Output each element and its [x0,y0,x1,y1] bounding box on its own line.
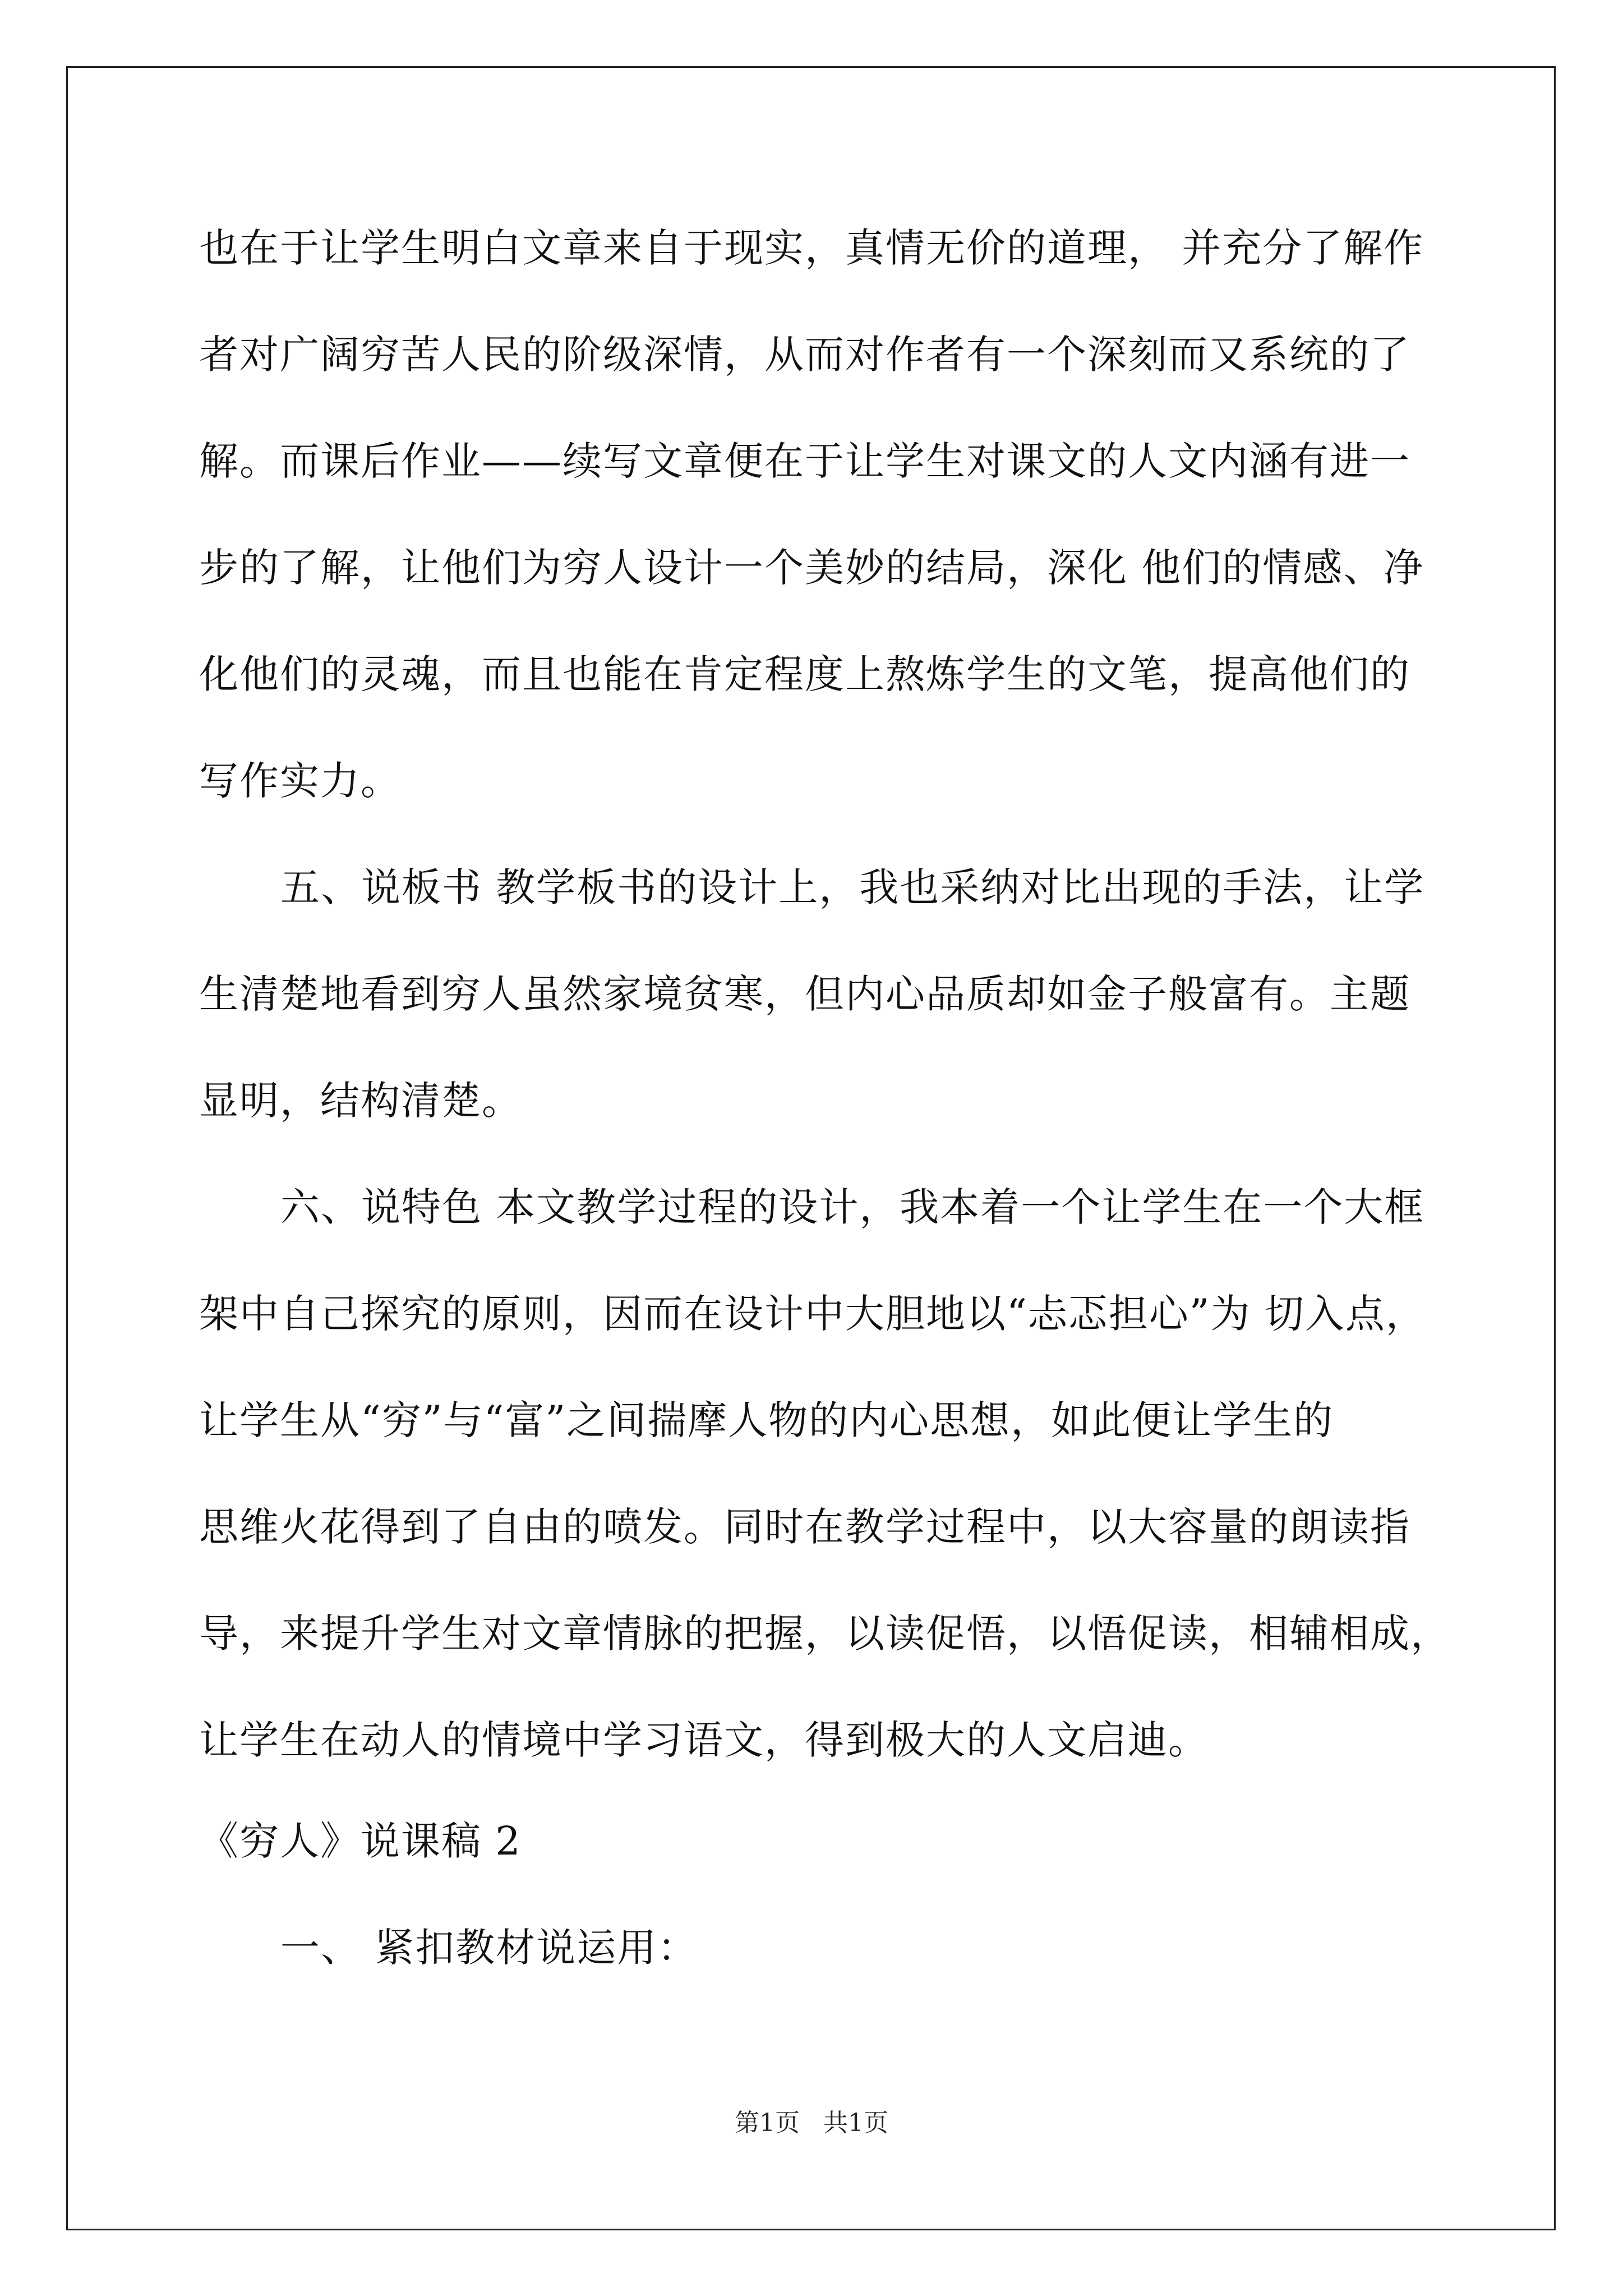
section-title: 《穷人》说课稿 2 [199,1818,522,1864]
paragraph-line: 让学生从“穷”与“富”之间揣摩人物的内心思想，如此便让学生的 [199,1397,1334,1443]
paragraph-line: 化他们的灵魂，而且也能在肯定程度上熬炼学生的文笔，提高他们的 [199,651,1410,697]
paragraph-line: 导，来提升学生对文章情脉的把握，以读促悟，以悟促读，相辅相成， [199,1611,1451,1657]
page-border [66,66,1556,2230]
paragraph-line: 思维火花得到了自由的喷发。同时在教学过程中，以大容量的朗读指 [199,1504,1410,1550]
paragraph-line: 者对广阔穷苦人民的阶级深情，从而对作者有一个深刻而又系统的了 [199,332,1410,378]
subsection-heading: 一、 紧扣教材说运用： [280,1925,698,1971]
section-five-line: 五、说板书 教学板书的设计上，我也采纳对比出现的手法，让学 [280,864,1425,910]
paragraph-line: 显明，结构清楚。 [199,1078,522,1124]
paragraph-line: 解。而课后作业——续写文章便在于让学生对课文的人文内涵有进一 [199,438,1410,484]
paragraph-line: 也在于让学生明白文章来自于现实，真情无价的道理， 并充分了解作 [199,225,1424,271]
page-footer: 第1页 共1页 [735,2109,888,2137]
paragraph-line: 写作实力。 [199,758,401,804]
section-six-line: 六、说特色 本文教学过程的设计，我本着一个让学生在一个大框 [280,1184,1425,1230]
paragraph-line: 生清楚地看到穷人虽然家境贫寒，但内心品质却如金子般富有。主题 [199,971,1410,1017]
paragraph-line: 步的了解，让他们为穷人设计一个美妙的结局，深化 他们的情感、净 [199,545,1424,591]
paragraph-line: 让学生在动人的情境中学习语文，得到极大的人文启迪。 [199,1717,1209,1763]
paragraph-line: 架中自己探究的原则，因而在设计中大胆地以“忐忑担心”为 切入点， [199,1291,1426,1337]
